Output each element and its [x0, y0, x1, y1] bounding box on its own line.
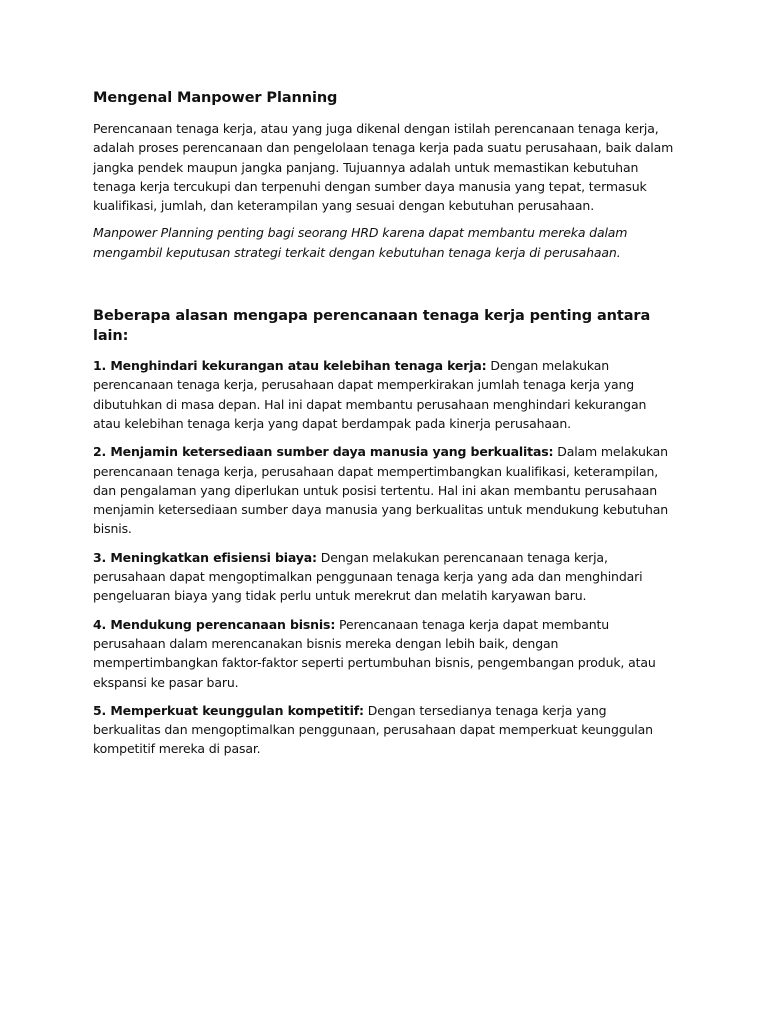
italic-note-paragraph: Manpower Planning penting bagi seorang HRD karena dapat membantu mereka dalam mengambil keputusan strategi terkait dengan kebutuhan tenaga kerja di perusahaan.	[93, 225, 628, 260]
list-item-heading: 1. Menghindari kekurangan atau kelebihan tenaga kerja:	[93, 358, 487, 374]
list-item-text: Perencanaan tenaga kerja dapat membantu perusahaan dalam merencanakan bisnis mereka dengan lebih baik, dengan mempertimbangkan faktor-faktor seperti pertumbuhan bisnis, pengembangan produk, atau ekspansi ke pasar baru.	[93, 616, 656, 690]
document-page	[93, 88, 677, 768]
list-item-text: Dengan melakukan perencanaan tenaga kerja, perusahaan dapat memperkirakan jumlah tenaga kerja yang dibutuhkan di masa depan. Hal ini dapat membantu perusahaan menghindari kekurangan atau kelebihan tenaga kerja yang dapat berdampak pada kinerja perusahaan.	[93, 358, 647, 431]
list-item-heading: 5. Memperkuat keunggulan kompetitif:	[93, 702, 364, 718]
list-item-heading: 3. Meningkatkan efisiensi biaya:	[93, 549, 317, 565]
list-item	[93, 442, 677, 538]
list-item	[93, 356, 677, 433]
list-item-heading: 2. Menjamin ketersediaan sumber daya manusia yang berkualitas:	[93, 444, 554, 460]
document-title: Mengenal Manpower Planning	[93, 90, 338, 106]
list-item	[93, 548, 677, 606]
list-item	[93, 615, 677, 692]
list-item-text: Dengan tersedianya tenaga kerja yang berkualitas dan mengoptimalkan penggunaan, perusahaan dapat memperkuat keunggulan kompetitif mereka di pasar.	[93, 702, 653, 757]
intro-paragraph: Perencanaan tenaga kerja, atau yang juga dikenal dengan istilah perencanaan tenaga kerja, adalah proses perencanaan dan pengelolaan tenaga kerja pada suatu perusahaan, baik dalam jangka pendek maupun jangka panjang. Tujuannya adalah untuk memastikan kebutuhan tenaga kerja tercukupi dan terpenuhi dengan sumber daya manusia yang tepat, termasuk kualifikasi, jumlah, dan keterampilan yang sesuai dengan kebutuhan perusahaan.	[93, 121, 674, 214]
section-title: Beberapa alasan mengapa perencanaan tenaga kerja penting antara lain:	[93, 308, 651, 345]
list-item-text: Dalam melakukan perencanaan tenaga kerja, perusahaan dapat mempertimbangkan kualifikasi, keterampilan, dan pengalaman yang diperlukan untuk posisi tertentu. Hal ini akan membantu perusahaan menjamin ketersediaan sumber daya manusia yang berkualitas untuk mendukung kebutuhan bisnis.	[93, 444, 669, 537]
list-item-heading: 4. Mendukung perencanaan bisnis:	[93, 616, 336, 632]
list-item	[93, 701, 677, 759]
list-item-text: Dengan melakukan perencanaan tenaga kerja, perusahaan dapat mengoptimalkan penggunaan tenaga kerja yang ada dan menghindari pengeluaran biaya yang tidak perlu untuk merekrut dan melatih karyawan baru.	[93, 549, 643, 604]
